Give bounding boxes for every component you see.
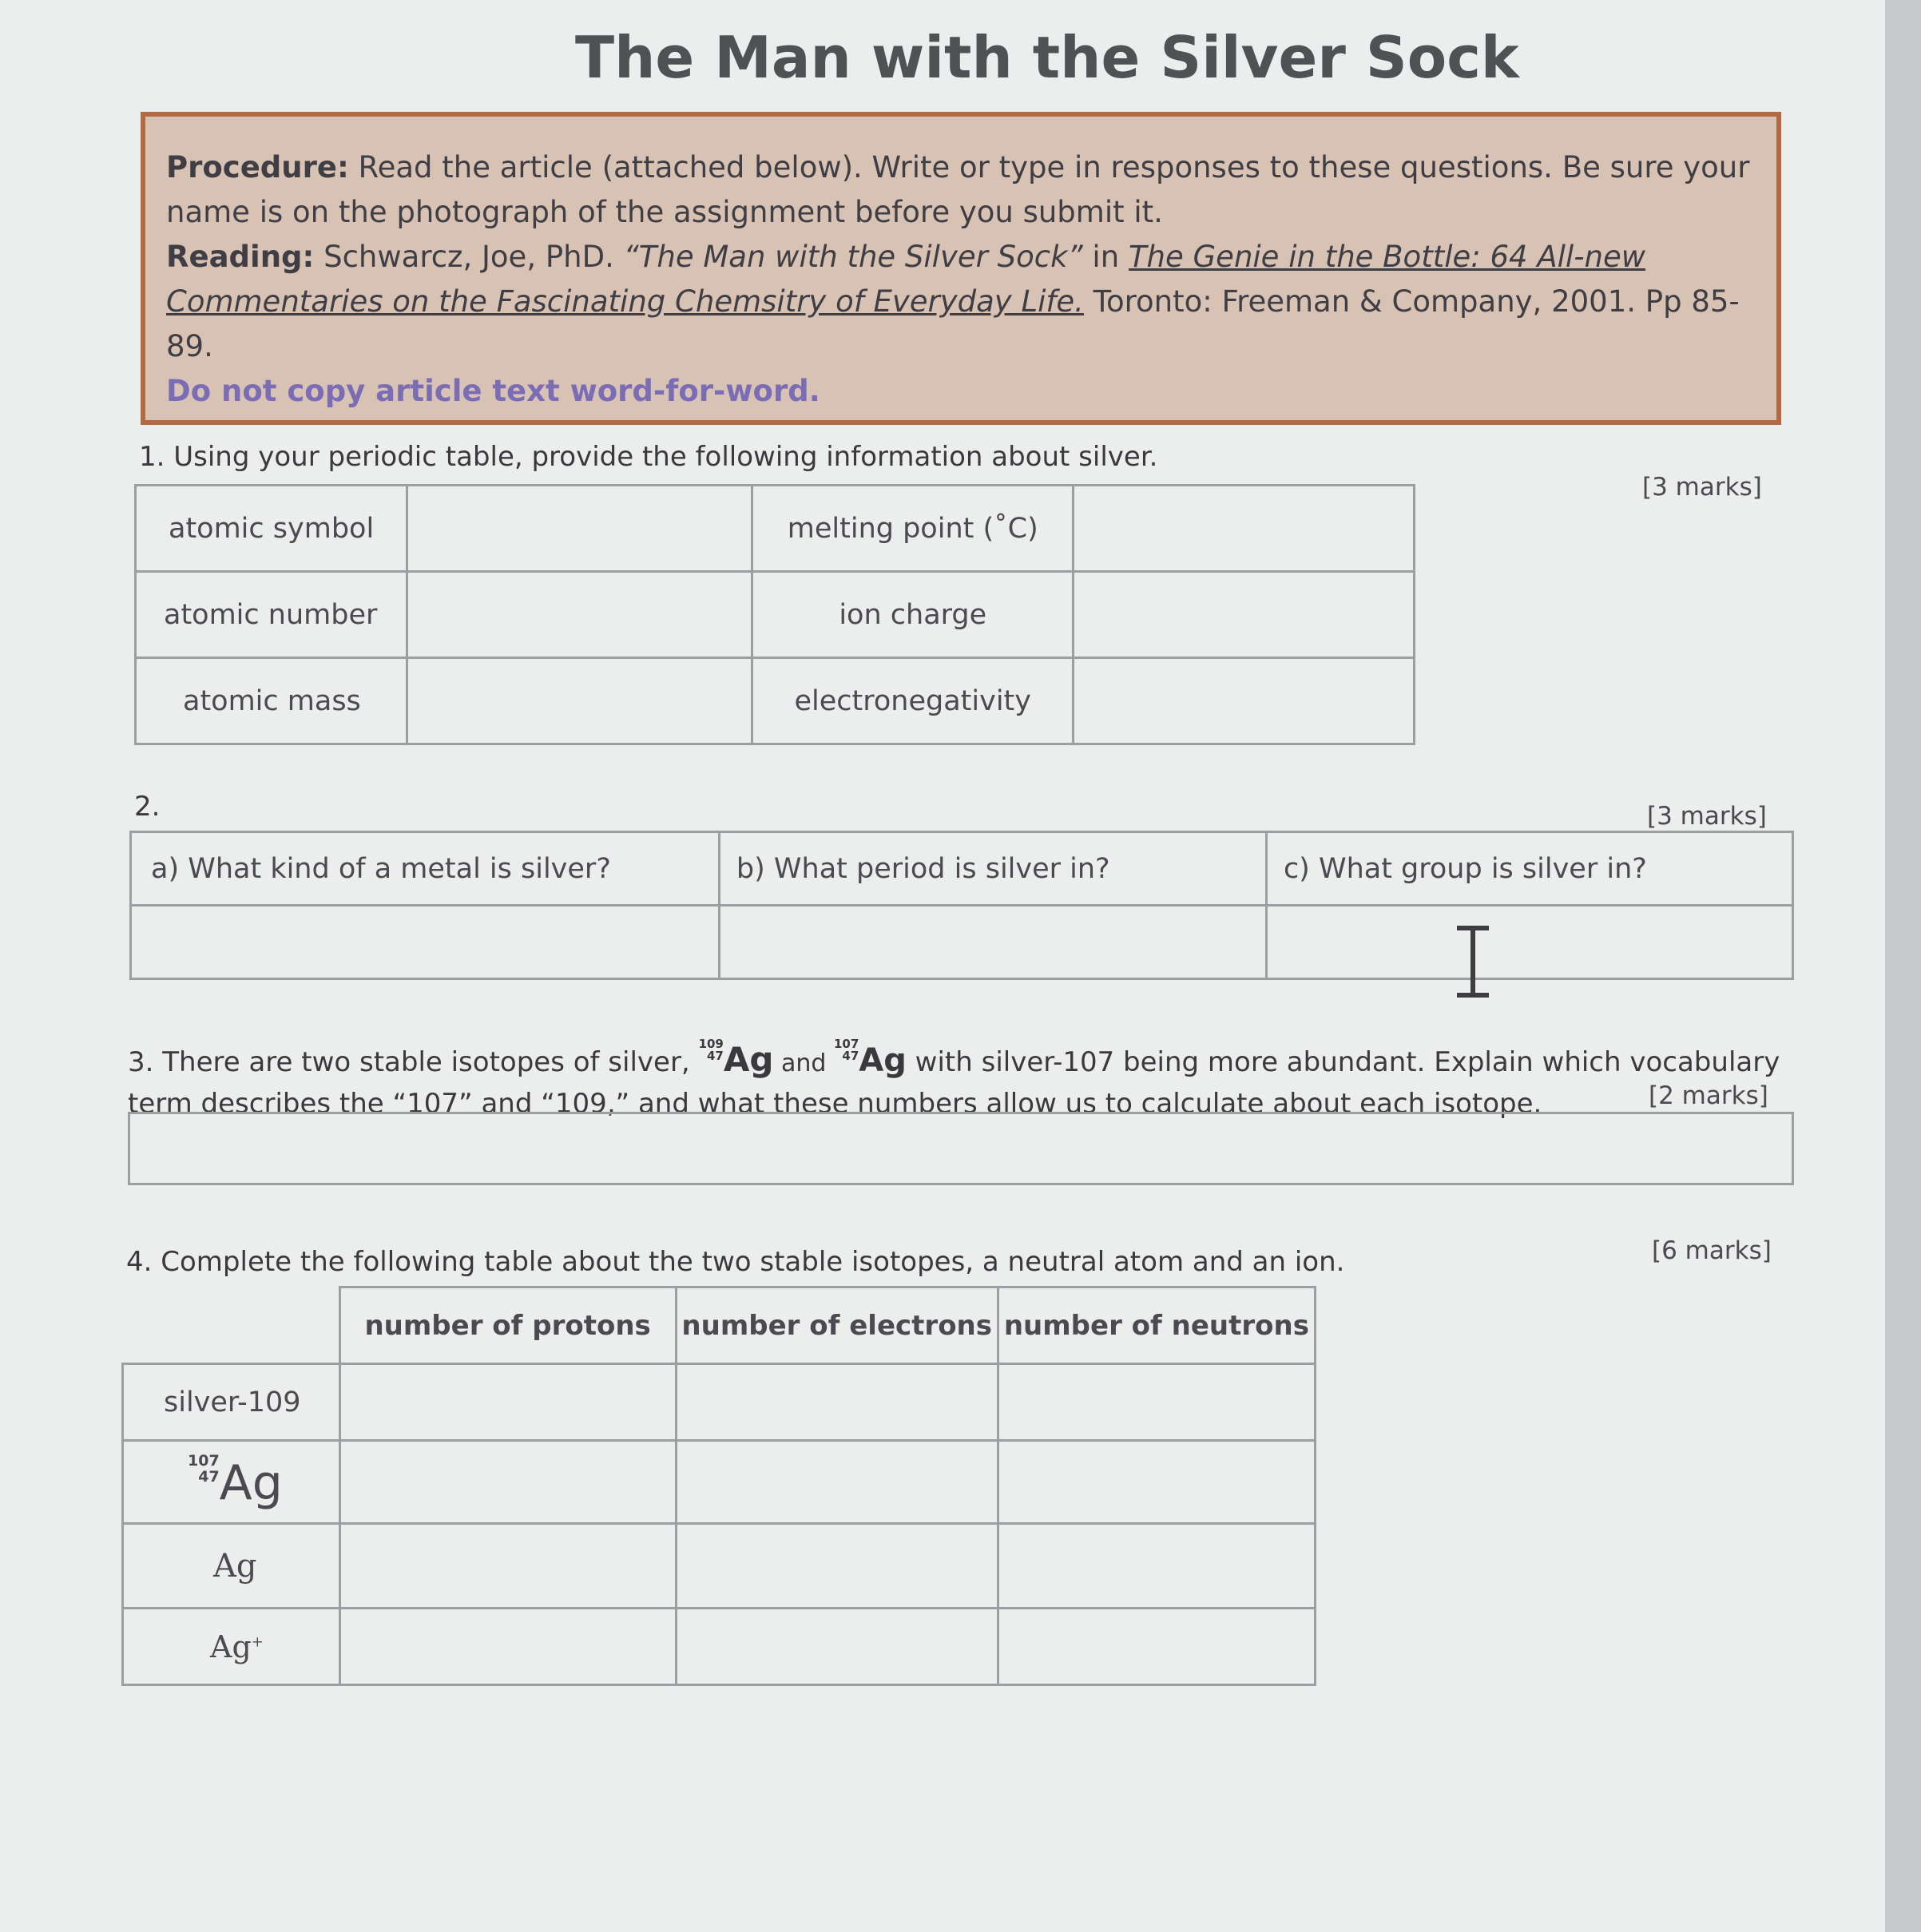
q3-marks: [2 marks] xyxy=(1649,1081,1768,1110)
isotope-107-large-symbol: 107 47Ag xyxy=(188,1452,283,1511)
q4-header-electrons: number of electrons xyxy=(676,1287,998,1364)
warning-text: Do not copy article text word-for-word. xyxy=(166,374,820,408)
q4-answer-cell[interactable] xyxy=(676,1441,998,1524)
q2-answer-period[interactable] xyxy=(719,906,1266,979)
q4-label-neutral-atom: Ag xyxy=(123,1524,340,1609)
q2-table xyxy=(129,831,1794,980)
q4-answer-cell[interactable] xyxy=(339,1609,676,1685)
q4-row-ion xyxy=(123,1609,1316,1685)
isotope-109-symbol: 109 47Ag xyxy=(698,1037,774,1079)
q1-label-ion-charge: ion charge xyxy=(752,572,1074,658)
q2-header-metal-kind: a) What kind of a metal is silver? xyxy=(131,832,720,906)
isotope-107-numbers: 107 47 xyxy=(833,1037,859,1063)
page-edge xyxy=(1885,0,1921,1932)
q1-label-melting-point: melting point (˚C) xyxy=(752,486,1074,572)
isotope-109-numbers: 109 47 xyxy=(698,1037,724,1063)
q2-answer-group[interactable] xyxy=(1266,906,1792,979)
q1-table xyxy=(134,484,1415,745)
procedure-label: Procedure: xyxy=(166,150,349,184)
q4-label-ion: Ag+ xyxy=(123,1609,340,1685)
q4-answer-cell[interactable] xyxy=(676,1609,998,1685)
text-cursor-icon xyxy=(1452,925,1494,998)
q4-row-silver-107 xyxy=(123,1441,1316,1524)
q3-text-before: 3. There are two stable isotopes of silver, xyxy=(128,1046,699,1078)
reading-author: Schwarcz, Joe, PhD. xyxy=(314,240,624,274)
q1-label-electronegativity: electronegativity xyxy=(752,658,1074,744)
q3-answer-box[interactable] xyxy=(128,1112,1794,1185)
q2-marks: [3 marks] xyxy=(1647,802,1767,831)
q1-label-atomic-symbol: atomic symbol xyxy=(136,486,407,572)
q1-label-atomic-mass: atomic mass xyxy=(136,658,407,744)
q2-header-period: b) What period is silver in? xyxy=(719,832,1266,906)
q1-answer-atomic-number[interactable] xyxy=(407,572,752,658)
q4-answer-cell[interactable] xyxy=(998,1609,1315,1685)
q2-answer-metal-kind[interactable] xyxy=(131,906,720,979)
reading-article: “The Man with the Silver Sock” xyxy=(623,240,1083,274)
q4-corner-cell xyxy=(123,1287,340,1364)
q4-answer-cell[interactable] xyxy=(998,1364,1315,1441)
q4-answer-cell[interactable] xyxy=(339,1441,676,1524)
q4-label-silver-107 xyxy=(123,1441,340,1524)
q1-answer-atomic-symbol[interactable] xyxy=(407,486,752,572)
q1-answer-electronegativity[interactable] xyxy=(1074,658,1415,744)
procedure-text: Read the article (attached below). Write or type in responses to these questions. Be sure your name is on the photograph of the assignment before you submit it. xyxy=(166,150,1750,229)
procedure-box xyxy=(141,112,1781,425)
ion-charge-sup: + xyxy=(251,1632,264,1650)
reading-publisher: Toronto: Freeman & Company, 2001. Pp 85-89. xyxy=(166,284,1740,363)
q3-text-after: with silver-107 being more abundant. Explain which vocabulary xyxy=(906,1046,1780,1078)
q4-answer-cell[interactable] xyxy=(676,1364,998,1441)
q4-text: 4. Complete the following table about the two stable isotopes, a neutral atom and an ion. xyxy=(126,1246,1345,1278)
q4-header-neutrons: number of neutrons xyxy=(998,1287,1315,1364)
reading-label: Reading: xyxy=(166,240,315,274)
q4-answer-cell[interactable] xyxy=(998,1441,1315,1524)
q2-header-group: c) What group is silver in? xyxy=(1266,832,1792,906)
q4-table xyxy=(121,1286,1316,1686)
q1-label-atomic-number: atomic number xyxy=(136,572,407,658)
isotope-107-symbol: 107 47Ag xyxy=(833,1037,907,1079)
q3-line1 xyxy=(128,1038,1780,1079)
q4-header-protons: number of protons xyxy=(339,1287,676,1364)
q4-answer-cell[interactable] xyxy=(676,1524,998,1609)
q1-answer-atomic-mass[interactable] xyxy=(407,658,752,744)
q2-number: 2. xyxy=(134,791,161,823)
q1-answer-melting-point[interactable] xyxy=(1074,486,1415,572)
reading-in: in xyxy=(1082,240,1129,274)
q4-answer-cell[interactable] xyxy=(339,1524,676,1609)
q4-row-neutral-atom xyxy=(123,1524,1316,1609)
q4-marks: [6 marks] xyxy=(1652,1236,1772,1265)
q4-row-silver-109 xyxy=(123,1364,1316,1441)
q4-label-silver-109: silver-109 xyxy=(123,1364,340,1441)
q3-and: and xyxy=(773,1049,834,1077)
q1-marks: [3 marks] xyxy=(1642,473,1762,502)
q1-text: 1. Using your periodic table, provide the following information about silver. xyxy=(139,441,1158,473)
reading-book: The Genie in the Bottle: 64 All-new Commentaries on the Fascinating Chemsitry of Everyday Life. xyxy=(166,240,1646,319)
q1-answer-ion-charge[interactable] xyxy=(1074,572,1415,658)
q4-answer-cell[interactable] xyxy=(998,1524,1315,1609)
page-title: The Man with the Silver Sock xyxy=(575,24,1519,91)
q4-answer-cell[interactable] xyxy=(339,1364,676,1441)
q3-line2: term describes the “107” and “109,” and what these numbers allow us to calculate about each isotope. xyxy=(128,1088,1542,1120)
